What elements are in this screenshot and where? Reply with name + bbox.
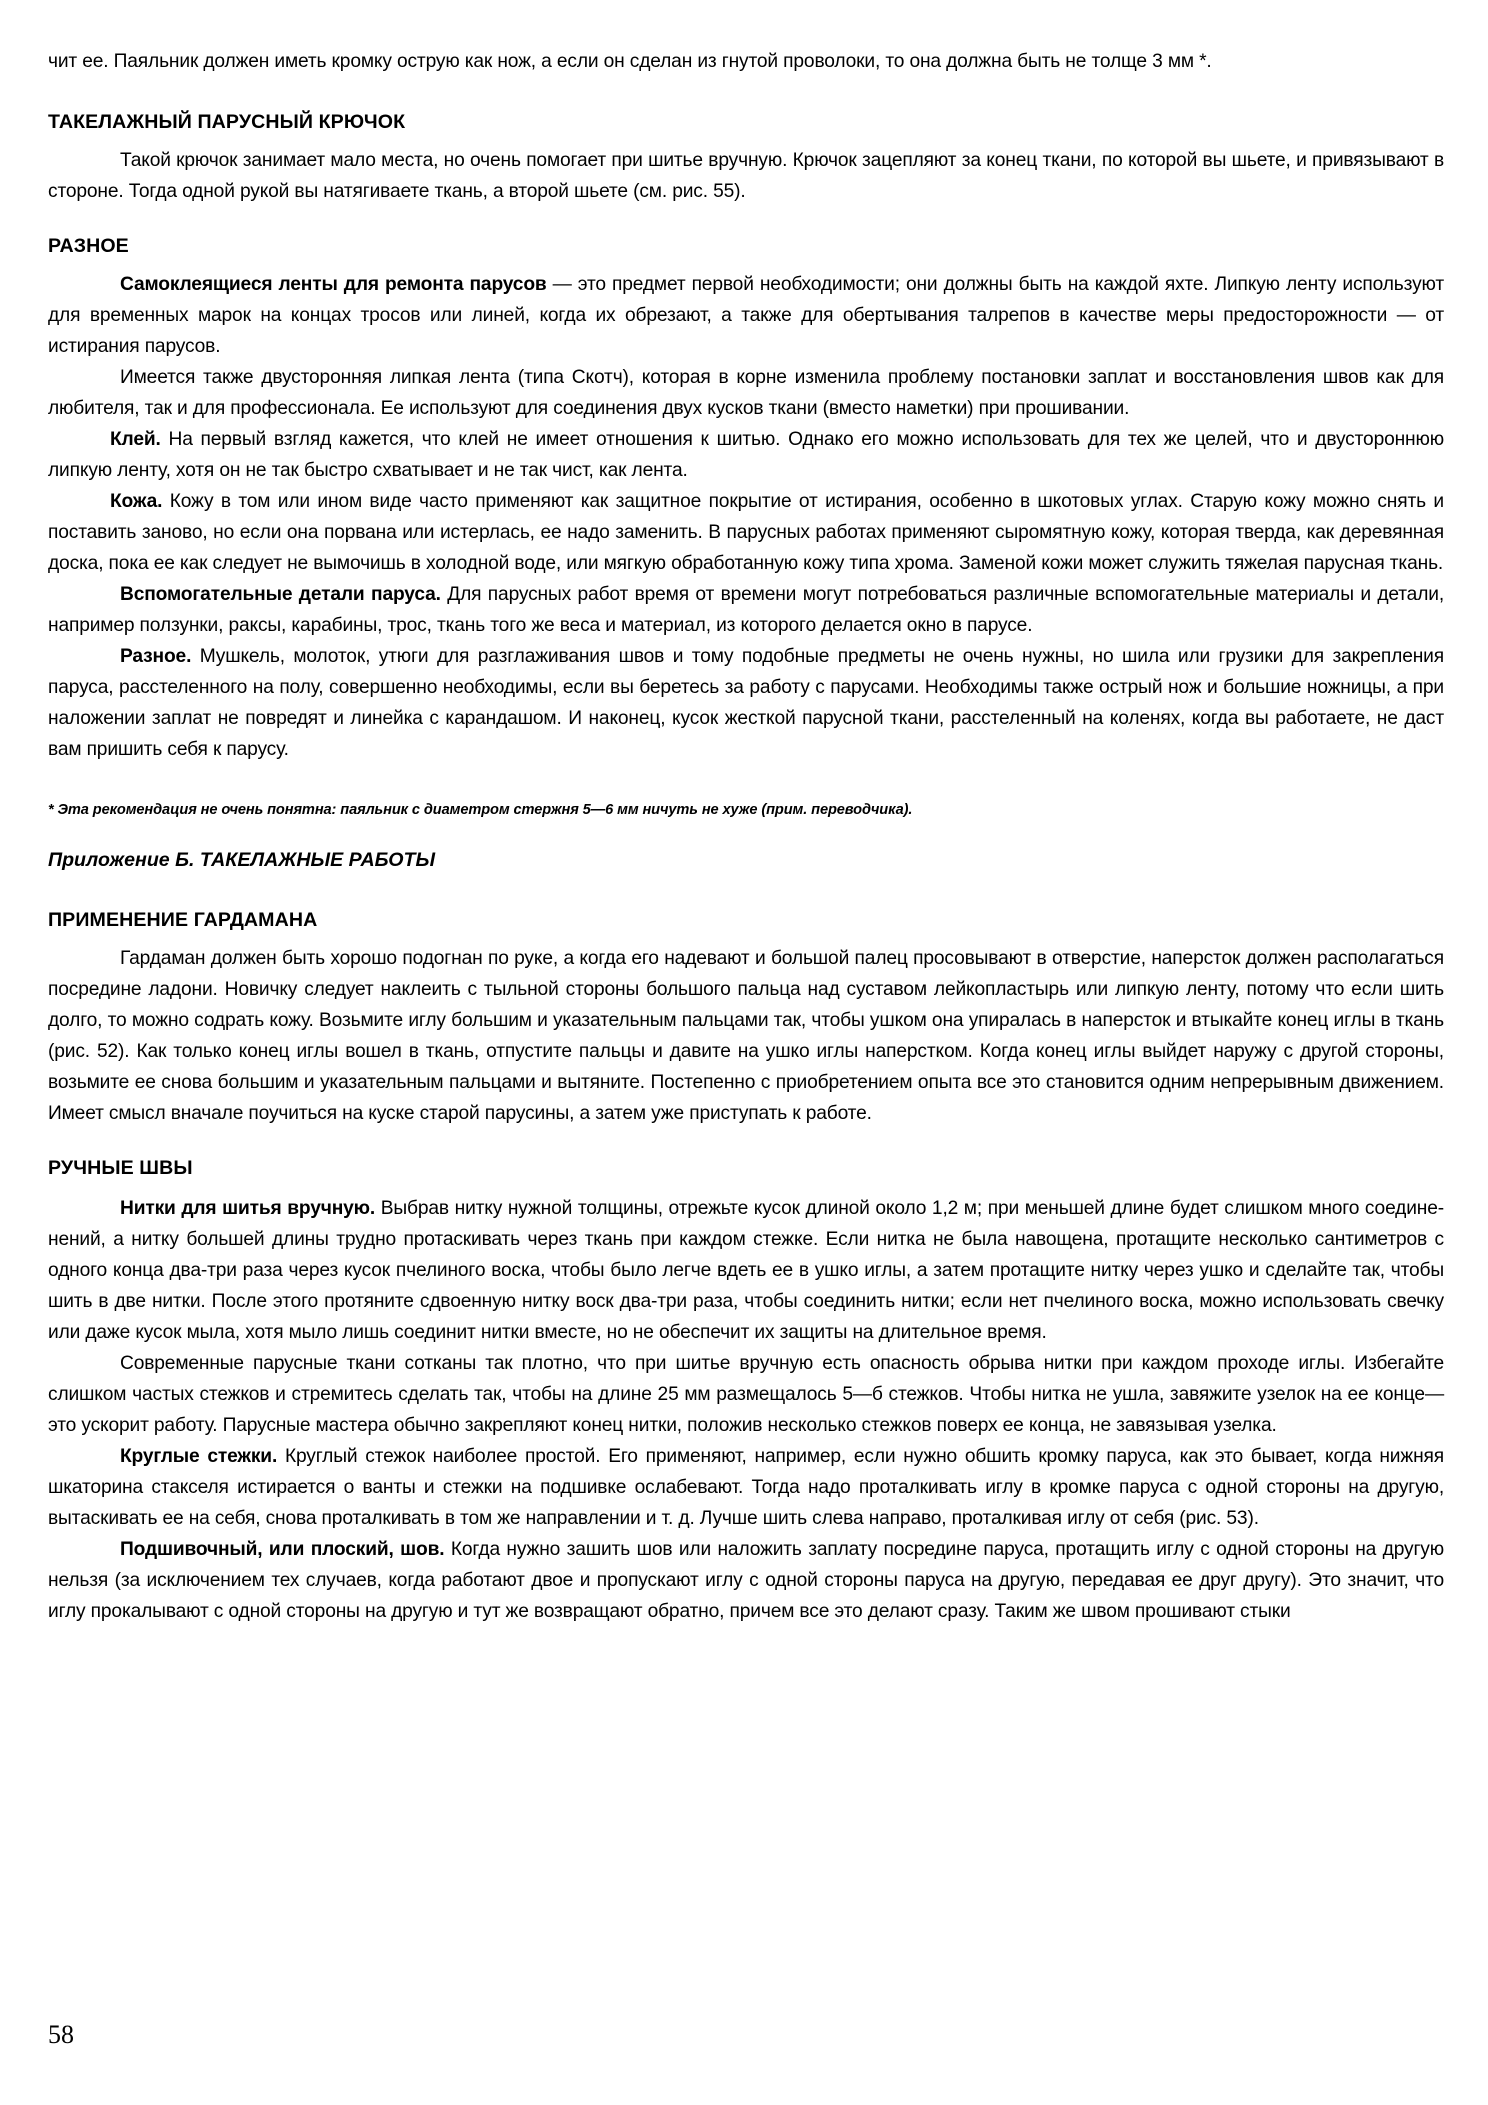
heading-rigging-hook: ТАКЕЛАЖНЫЙ ПАРУСНЫЙ КРЮЧОК xyxy=(48,111,406,133)
spacer xyxy=(48,1183,1444,1193)
paragraph-hook: Такой крючок занимает мало места, но очень помогает при шитье вручную. Крючок зацепляют за конец ткани, по которой вы шьете, и привязывают в стороне. Тогда одной рукой вы натягиваете ткань, а второй шьете (см. рис. 55). xyxy=(48,150,1444,202)
paragraph-round-stitches xyxy=(48,1441,1444,1534)
paragraph-lead: Подшивочный, или плоский, шов. xyxy=(120,1539,445,1560)
page-number: 58 xyxy=(48,2020,74,2049)
spacer xyxy=(48,935,1444,943)
spacer xyxy=(48,821,1444,845)
page-content xyxy=(48,46,1444,1627)
paragraph-lead: Круглые стежки. xyxy=(120,1446,278,1467)
paragraph-lead: Нитки для шитья вручную. xyxy=(120,1198,376,1219)
paragraph-body: Для парусных работ время от времени могут потребоваться различные вспомогательные материалы и детали, например ползунки, раксы, карабины, трос, ткань того же веса и материал, из которого делается окно в парусе. xyxy=(48,584,1444,636)
spacer xyxy=(48,875,1444,905)
paragraph-glue xyxy=(48,424,1444,486)
paragraph-double-sided-tape: Имеется также двусторонняя липкая лента (типа Скотч), которая в корне изменила проблему постановки заплат и восстановления швов как для любителя, так и для профессионала. Ее используют для соединения двух кусков ткани (вместо наметки) при прошивании. xyxy=(48,367,1444,419)
paragraph-body: Круглый стежок наиболее простой. Его применяют, например, если нужно обшить кромку паруса, как это бывает, когда нижняя шкаторина стакселя истирается о ванты и стежки на подшивке ослабевают. Тогда надо проталкивать иглу в кромке паруса с одной стороны на другую, вытаскивать ее на себя, снова проталкивать в том же направлении и т. д. Лучше шить слева направо, проталкивая иглу от себя (рис. 53). xyxy=(48,1446,1444,1529)
spacer xyxy=(48,207,1444,231)
heading-misc: РАЗНОЕ xyxy=(48,235,129,257)
paragraph-body: Мушкель, молоток, утюги для разглаживания швов и тому подобные предметы не очень нужны, но шила или грузики для закрепления паруса, расстеленного на полу, совершенно необходимы, если вы беретесь за работу с парусами. Необходимы также острый нож и большие ножницы, а при наложении заплат не повредят и линейка с карандашом. И наконец, кусок жесткой парусной ткани, расстеленный на коленях, когда вы работаете, не даст вам пришить себя к парусу. xyxy=(48,646,1444,760)
paragraph-miscellaneous xyxy=(48,641,1444,765)
heading-hand-seams: РУЧНЫЕ ШВЫ xyxy=(48,1157,193,1179)
paragraph-lead: Вспомогательные детали паруса. xyxy=(120,584,441,605)
paragraph-auxiliary-parts xyxy=(48,579,1444,641)
spacer xyxy=(48,1129,1444,1153)
paragraph-lead: Самоклеящиеся ленты для ремонта парусов xyxy=(120,274,547,295)
spacer xyxy=(48,765,1444,799)
spacer xyxy=(48,77,1444,107)
paragraph-body: — это предмет первой необходимости; они должны быть на каждой яхте. Липкую ленту используют для временных марок на концах тросов или линей, когда их обрезают, а также для обертывания талрепов в качестве меры предосторожности — от истирания парусов. xyxy=(48,274,1444,357)
paragraph-threads xyxy=(48,1193,1444,1348)
spacer xyxy=(48,261,1444,269)
paragraph-body: Выбрав нитку нужной толщины, отрежьте кусок длиной около 1,2 м; при меньшей длине будет слишком много соедине-нений, а нитку большей длины трудно протаскивать через ткань при каждом стежке. Если нитка не была навощена, протащите несколько сантиметров с одного конца два-три раза через кусок пчелиного воска, чтобы было легче вдеть ее в ушко иглы, а затем протащите нитку через ушко и сделайте так, чтобы шить в две нитки. После этого протяните сдвоенную нитку воск два-три раза, чтобы соединить нитки; если нет пчелиного воска, можно использовать свечку или даже кусок мыла, хотя мыло лишь соединит нитки вместе, но не обеспечит их защиты на длительное время. xyxy=(48,1198,1445,1343)
paragraph-modern-fabrics: Современные парусные ткани сотканы так плотно, что при шитье вручную есть опасность обрыва нитки при каждом проходе иглы. Избегайте слишком частых стежков и стремитесь сделать так, чтобы на длине 25 мм размещалось 5—б стежков. Чтобы нитка не ушла, завяжите узелок на ее конце— это ускорит работу. Парусные мастера обычно закрепляют конец нитки, положив несколько стежков поверх ее конца, не завязывая узелка. xyxy=(48,1353,1444,1436)
paragraph-lead: Разное. xyxy=(120,646,192,667)
paragraph-gardaman: Гардаман должен быть хорошо подогнан по руке, а когда его надевают и большой палец просовывают в отверстие, наперсток должен располагаться посредине ладони. Новичку следует наклеить с тыльной стороны большого пальца над суставом лейкопластырь или липкую ленту, потому что если шить долго, то можно содрать кожу. Возьмите иглу большим и указательным пальцами так, чтобы ушком она упиралась в наперсток и втыкайте конец иглы в ткань (рис. 52). Как только конец иглы вошел в ткань, отпустите пальцы и давите на ушко иглы наперстком. Когда конец иглы выйдет наружу с другой стороны, возьмите ее снова большим и указательным пальцами и вытяните. Постепенно с приобретением опыта все это становится одним непрерывным движением. Имеет смысл вначале поучиться на куске старой парусины, а затем уже приступать к работе. xyxy=(48,948,1444,1124)
paragraph-flat-seam xyxy=(48,1534,1444,1627)
paragraph-lead: Клей. xyxy=(110,429,161,450)
spacer xyxy=(48,137,1444,145)
paragraph-body: Когда нужно зашить шов или наложить заплату посредине паруса, протащить иглу с одной стороны на другую нельзя (за исключением тех случаев, когда работают двое и пропускают иглу с одной стороны паруса на другую, передавая ее друг другу). Это значит, что иглу прокалывают с одной стороны на другую и тут же возвращают обратно, причем все это делают сразу. Таким же швом прошивают стыки xyxy=(48,1539,1444,1622)
paragraph-adhesive-tapes xyxy=(48,269,1444,362)
paragraph-continued: чит ее. Паяльник должен иметь кромку острую как нож, а если он сделан из гнутой проволоки, то она должна быть не толще 3 мм *. xyxy=(48,51,1212,72)
heading-appendix-b: Приложение Б. ТАКЕЛАЖНЫЕ РАБОТЫ xyxy=(48,849,436,871)
paragraph-lead: Кожа. xyxy=(110,491,163,512)
paragraph-leather xyxy=(48,486,1444,579)
heading-gardaman-use: ПРИМЕНЕНИЕ ГАРДАМАНА xyxy=(48,909,318,931)
paragraph-body: На первый взгляд кажется, что клей не имеет отношения к шитью. Однако его можно использовать для тех же целей, что и двустороннюю липкую ленту, хотя он не так быстро схватывает и не так чист, как лента. xyxy=(48,429,1444,481)
footnote-translator-note: * Эта рекомендация не очень понятна: паяльник с диаметром стержня 5—6 мм ничуть не хуже (прим. переводчика). xyxy=(48,802,913,818)
paragraph-body: Кожу в том или ином виде часто применяют как защитное покрытие от истирания, особенно в шкотовых углах. Старую кожу можно снять и поставить заново, но если она порвана или истерлась, ее надо заменить. В парусных работах применяют сыромятную кожу, которая тверда, как деревянная доска, пока ее как следует не вымочишь в холодной воде, или мягкую обработанную кожу типа хрома. Заменой кожи может служить тяжелая парусная ткань. xyxy=(48,491,1444,574)
